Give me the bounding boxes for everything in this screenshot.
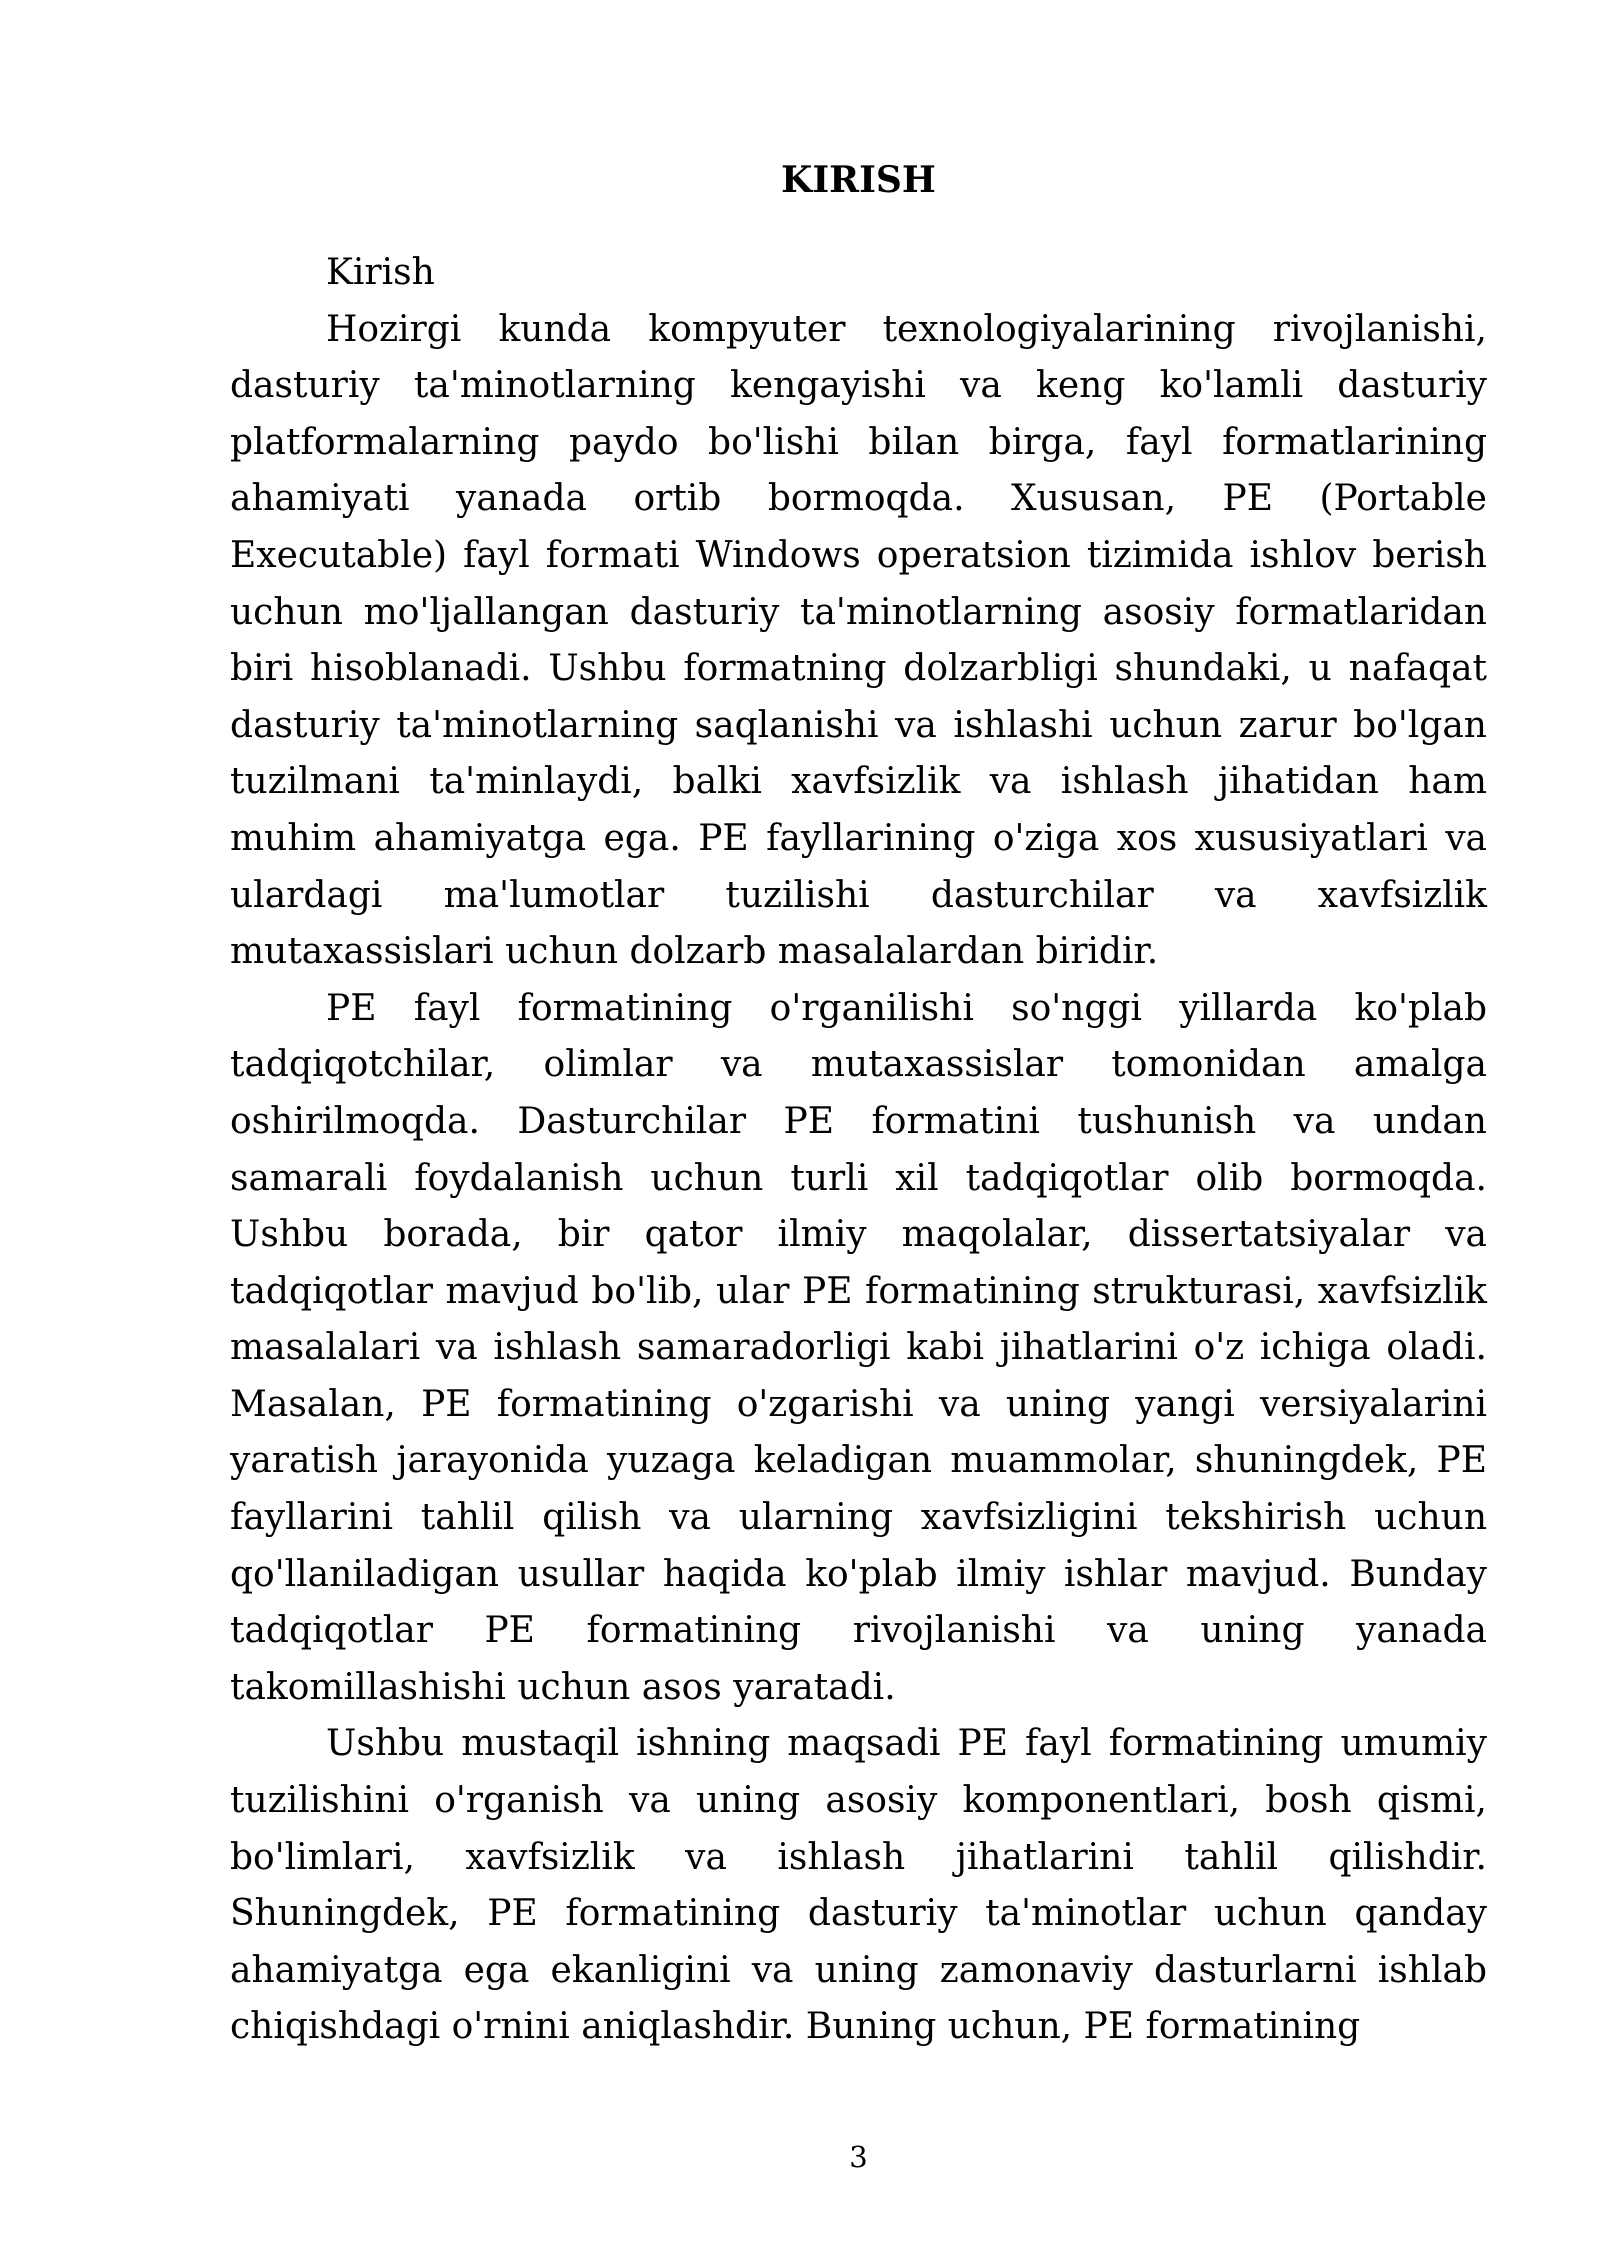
paragraph-3: Ushbu mustaqil ishning maqsadi PE fayl formatining umumiy tuzilishini o'rganish va uning asosiy komponentlari, bosh qismi, bo'limlari, xavfsizlik va ishlash jihatlarini tahlil qilishdir. Shuningdek, PE formatining dasturiy ta'minotlar uchun qanday ahamiyatga ega ekanligini va uning zamonaviy dasturlarni ishlab chiqishdagi o'rnini aniqlashdir. Buning uchun, PE formatining: [230, 1723, 1487, 2048]
paragraph-2: PE fayl formatining o'rganilishi so'nggi yillarda ko'plab tadqiqotchilar, olimlar va mutaxassislar tomonidan amalga oshirilmoqda. Dasturchilar PE formatini tushunish va undan samarali foydalanish uchun turli xil tadqiqotlar olib bormoqda. Ushbu borada, bir qator ilmiy maqolalar, dissertatsiyalar va tadqiqotlar mavjud bo'lib, ular PE formatining strukturasi, xavfsizlik masalalari va ishlash samaradorligi kabi jihatlarini o'z ichiga oladi. Masalan, PE formatining o'zgarishi va uning yangi versiyalarini yaratish jarayonida yuzaga keladigan muammolar, shuningdek, PE fayllarini tahlil qilish va ularning xavfsizligini tekshirish uchun qo'llaniladigan usullar haqida ko'plab ilmiy ishlar mavjud. Bunday tadqiqotlar PE formatining rivojlanishi va uning yanada takomillashishi uchun asos yaratadi.: [230, 987, 1487, 1708]
section-subheading: Kirish: [326, 252, 435, 293]
page-number: 3: [849, 2140, 868, 2174]
page-title: KIRISH: [781, 159, 936, 201]
body-text: [230, 245, 1487, 2056]
paragraph-1: Hozirgi kunda kompyuter texnologiyalarining rivojlanishi, dasturiy ta'minotlarning kengayishi va keng ko'lamli dasturiy platformalarning paydo bo'lishi bilan birga, fayl formatlarining ahamiyati yanada ortib bormoqda. Xususan, PE (Portable Executable) fayl formati Windows operatsion tizimida ishlov berish uchun mo'ljallangan dasturiy ta'minotlarning asosiy formatlaridan biri hisoblanadi. Ushbu formatning dolzarbligi shundaki, u nafaqat dasturiy ta'minotlarning saqlanishi va ishlashi uchun zarur bo'lgan tuzilmani ta'minlaydi, balki xavfsizlik va ishlash jihatidan ham muhim ahamiyatga ega. PE fayllarining o'ziga xos xususiyatlari va ulardagi ma'lumotlar tuzilishi dasturchilar va xavfsizlik mutaxassislari uchun dolzarb masalalardan biridir.: [230, 308, 1487, 973]
